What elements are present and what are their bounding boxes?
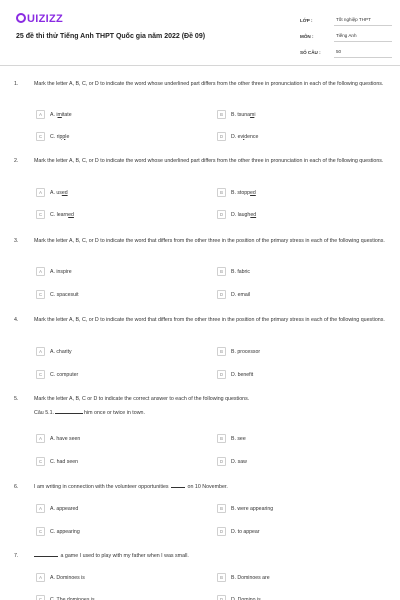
question-number: 7. [14,553,19,559]
option-letter-box: C [36,210,45,219]
option-text: B. tsunami [231,111,256,118]
option-letter-box: C [36,132,45,141]
option-a[interactable] [36,434,80,443]
question-text: Mark the letter A, B, C, or D to indicate the word whose underlined part differs from the other three in pronunciation in each of the following questions. [34,81,384,87]
option-d[interactable] [217,595,261,600]
option-text: B. processor [231,348,261,355]
option-letter-box: B [217,434,226,443]
option-letter-box: C [36,370,45,379]
option-text: D. saw [231,458,247,465]
option-text: A. imitate [50,111,72,118]
meta-row-count [300,44,392,60]
option-letter-box: B [217,267,226,276]
option-text: B. see [231,435,246,442]
option-text: B. stopped [231,189,256,196]
option-letter-box: C [36,527,45,536]
option-a[interactable] [36,573,85,582]
option-letter-box: B [217,188,226,197]
option-letter-box: B [217,504,226,513]
option-d[interactable] [217,527,260,536]
meta-label: LỚP : [300,17,313,23]
option-text: C. The dominoes is [50,596,95,600]
option-c[interactable] [36,132,69,141]
question-3 [12,237,394,245]
option-text: A. used [50,189,68,196]
option-text: A. charity [50,348,72,355]
option-letter-box: B [217,573,226,582]
option-b[interactable] [217,434,246,443]
question-number: 2. [14,158,19,164]
option-text: D. laughed [231,211,257,218]
option-letter-box: C [36,595,45,600]
question-text: Mark the letter A, B, C, or D to indicate the word that differs from the other three in the position of the primary stress in each of the following questions. [34,238,385,244]
answer-blank [55,409,83,414]
option-letter-box: C [36,290,45,299]
option-c[interactable] [36,290,79,299]
option-a[interactable] [36,188,68,197]
question-1 [12,80,394,88]
option-text: B. were appearing [231,505,274,512]
option-letter-box: A [36,504,45,513]
question-number: 4. [14,317,19,323]
brand-logo[interactable]: UIZIZZ [16,13,63,25]
option-letter-box: A [36,347,45,356]
meta-value: Tiếng Anh [334,30,392,42]
option-text: C. ripple [50,133,70,140]
option-b[interactable] [217,188,256,197]
meta-value: Tốt nghiệp THPT [334,14,392,26]
option-text: A. inspire [50,268,72,275]
option-d[interactable] [217,210,256,219]
question-sub-prompt: Câu 5.1. him once or twice in town. [34,410,145,416]
option-text: A. have seen [50,435,81,442]
option-d[interactable] [217,290,250,299]
option-letter-box: B [217,347,226,356]
option-text: C. spacesuit [50,291,79,298]
option-b[interactable] [217,110,256,119]
option-c[interactable] [36,210,74,219]
option-a[interactable] [36,504,78,513]
option-text: D. email [231,291,251,298]
worksheet-header [0,0,400,66]
question-number: 5. [14,396,19,402]
option-a[interactable] [36,110,72,119]
option-a[interactable] [36,347,72,356]
option-b[interactable] [217,267,250,276]
question-text: Mark the letter A, B, C, or D to indicate the word whose underlined part differs from the other three in pronunciation in each of the following questions. [34,158,384,164]
option-c[interactable] [36,527,80,536]
question-text: a game I used to play with my father when I was small. [34,552,394,560]
meta-row-subject [300,28,392,44]
question-2 [12,157,394,165]
option-text: B. Dominoes are [231,574,270,581]
option-text: B. fabric [231,268,251,275]
option-letter-box: D [217,457,226,466]
answer-blank [34,552,58,557]
option-text: A. Dominoes is [50,574,85,581]
option-letter-box: D [217,290,226,299]
option-c[interactable] [36,370,78,379]
question-7 [12,552,394,560]
worksheet-meta [300,12,392,60]
option-letter-box: D [217,132,226,141]
option-text: A. appeared [50,505,79,512]
option-b[interactable] [217,347,260,356]
question-number: 3. [14,238,19,244]
option-letter-box: B [217,110,226,119]
question-text: I am writing in connection with the volunteer opportunities on 10 November. [34,484,228,490]
option-letter-box: A [36,110,45,119]
option-letter-box: D [217,527,226,536]
answer-blank [171,483,185,488]
option-text: D. to appear [231,528,260,535]
option-d[interactable] [217,457,247,466]
option-letter-box: A [36,188,45,197]
option-letter-box: A [36,434,45,443]
question-5 [12,395,394,416]
option-text: D. Domino is [231,596,261,600]
question-number: 1. [14,81,19,87]
option-letter-box: A [36,573,45,582]
option-c[interactable] [36,457,78,466]
question-6 [12,483,394,491]
option-d[interactable] [217,132,258,141]
question-4 [12,316,394,324]
quizizz-logo-icon [16,13,26,23]
option-d[interactable] [217,370,253,379]
option-a[interactable] [36,267,72,276]
question-text: Mark the letter A, B, C or D to indicate the correct answer to each of the following questions. [34,396,250,402]
question-text: Mark the letter A, B, C, or D to indicate the word that differs from the other three in the position of the primary stress in each of the following questions. [34,317,385,323]
option-letter-box: A [36,267,45,276]
option-text: C. computer [50,371,79,378]
option-letter-box: D [217,370,226,379]
option-text: C. had seen [50,458,78,465]
option-b[interactable] [217,573,270,582]
option-text: C. learned [50,211,74,218]
option-letter-box: C [36,457,45,466]
option-text: D. benefit [231,371,254,378]
option-text: D. evidence [231,133,259,140]
option-c[interactable] [36,595,95,600]
option-b[interactable] [217,504,273,513]
page-title: 25 đề thi thử Tiếng Anh THPT Quốc gia năm 2022 (Đề 09) [16,33,206,40]
question-number: 6. [14,484,19,490]
meta-row-class [300,12,392,28]
option-letter-box: D [217,210,226,219]
option-letter-box: D [217,595,226,600]
meta-label: SỐ CÂU : [300,49,321,55]
meta-value: 50 [334,46,392,58]
option-text: C. appearing [50,528,80,535]
meta-label: MÔN : [300,33,314,39]
